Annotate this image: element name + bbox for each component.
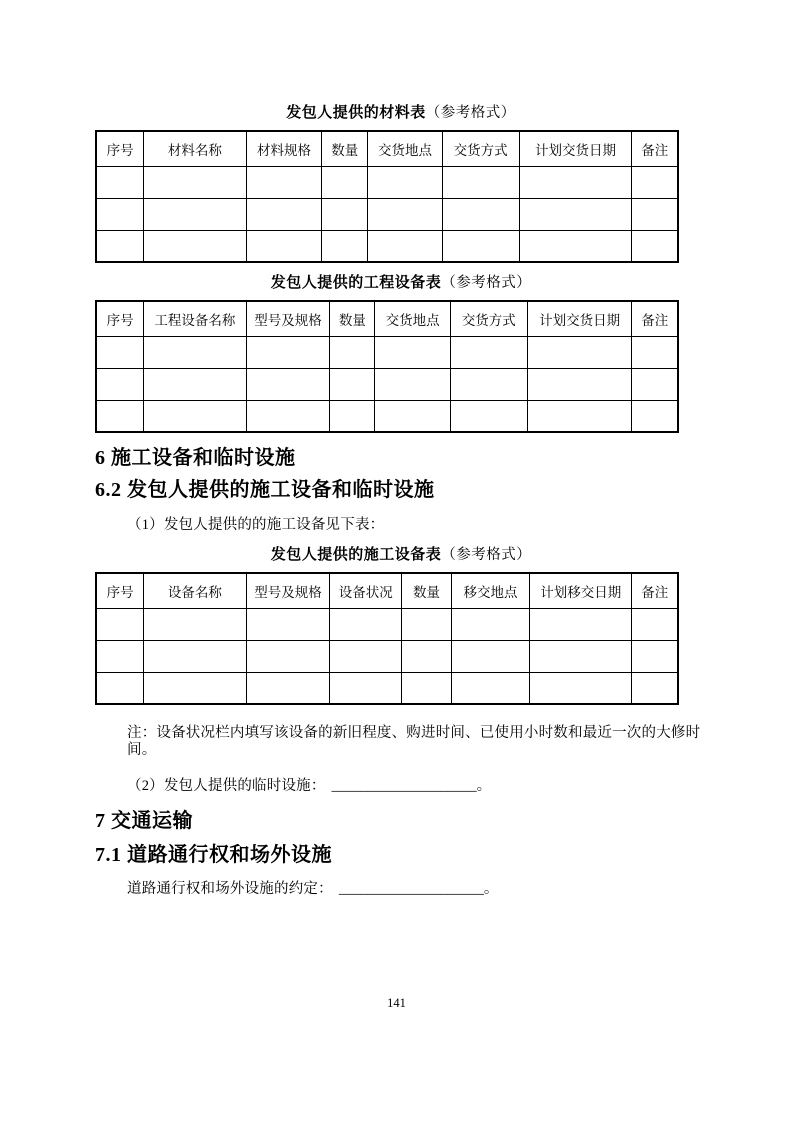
table-cell — [442, 230, 519, 262]
table-cell — [527, 400, 632, 432]
column-header: 交货方式 — [442, 131, 519, 166]
table-cell — [246, 608, 330, 640]
table-cell — [452, 672, 530, 704]
table-cell — [96, 336, 144, 368]
page-number: 141 — [387, 996, 406, 1010]
table-cell — [368, 198, 442, 230]
table-cell — [527, 368, 632, 400]
column-header: 交货地点 — [375, 301, 451, 336]
table-cell — [330, 368, 375, 400]
heading-7-1: 7.1 道路通行权和场外设施 — [95, 844, 332, 866]
materials-table — [95, 130, 679, 263]
heading-6-2: 6.2 发包人提供的施工设备和临时设施 — [95, 479, 435, 501]
table-cell — [144, 368, 246, 400]
construction-equipment-table-title — [95, 547, 707, 564]
column-header: 备注 — [632, 131, 678, 166]
table-cell — [452, 640, 530, 672]
column-header: 备注 — [632, 573, 678, 608]
table-cell — [96, 608, 144, 640]
table-cell — [246, 198, 322, 230]
table-cell — [632, 672, 678, 704]
table-cell — [144, 640, 246, 672]
table-cell — [96, 198, 144, 230]
table-cell — [246, 336, 330, 368]
table-row — [96, 166, 678, 198]
column-header: 序号 — [96, 573, 144, 608]
table-row — [96, 608, 678, 640]
fill-in-blank: ____________________ — [331, 778, 477, 794]
table-cell — [330, 640, 402, 672]
table-cell — [530, 640, 632, 672]
table-cell — [144, 230, 246, 262]
table-cell — [96, 400, 144, 432]
table-cell — [330, 400, 375, 432]
column-header: 计划交货日期 — [527, 301, 632, 336]
table-cell — [632, 400, 678, 432]
table-row — [96, 400, 678, 432]
column-header: 数量 — [322, 131, 368, 166]
table-cell — [375, 336, 451, 368]
column-header: 工程设备名称 — [144, 301, 246, 336]
table-cell — [246, 640, 330, 672]
para-road-access-period: 。 — [483, 881, 499, 897]
table-row — [96, 198, 678, 230]
column-header: 移交地点 — [452, 573, 530, 608]
column-header: 交货方式 — [450, 301, 527, 336]
table-cell — [530, 608, 632, 640]
table-cell — [519, 198, 632, 230]
table-cell — [246, 166, 322, 198]
document-content — [95, 105, 707, 898]
table-cell — [632, 336, 678, 368]
table-cell — [322, 166, 368, 198]
table-cell — [368, 166, 442, 198]
column-header: 材料规格 — [246, 131, 322, 166]
engineering-equipment-table-title-text: 发包人提供的工程设备表 — [270, 275, 442, 291]
table-cell — [450, 336, 527, 368]
column-header: 型号及规格 — [246, 301, 330, 336]
table-cell — [330, 608, 402, 640]
para-temporary-facilities-label: （2）发包人提供的临时设施： — [127, 778, 326, 794]
column-header: 计划移交日期 — [530, 573, 632, 608]
table-cell — [144, 198, 246, 230]
table-row — [96, 368, 678, 400]
fill-in-blank: ____________________ — [338, 881, 484, 897]
para-road-access-label: 道路通行权和场外设施的约定： — [127, 881, 333, 897]
table-cell — [330, 672, 402, 704]
table-cell — [402, 640, 452, 672]
materials-table-title-suffix: （参考格式） — [425, 105, 516, 121]
column-header: 序号 — [96, 131, 144, 166]
table-cell — [246, 400, 330, 432]
table-header-row — [96, 573, 678, 608]
table-cell — [402, 608, 452, 640]
table-cell — [144, 672, 246, 704]
heading-6: 6 施工设备和临时设施 — [95, 447, 296, 469]
table-cell — [632, 368, 678, 400]
materials-table-title — [95, 105, 707, 122]
para-temporary-facilities-period: 。 — [476, 778, 492, 794]
column-header: 计划交货日期 — [519, 131, 632, 166]
table-row — [96, 230, 678, 262]
note-equipment-condition: 注：设备状况栏内填写该设备的新旧程度、购进时间、已使用小时数和最近一次的大修时间。 — [127, 725, 701, 758]
table-cell — [450, 368, 527, 400]
construction-equipment-table-title-suffix: （参考格式） — [441, 547, 532, 563]
table-cell — [246, 672, 330, 704]
column-header: 序号 — [96, 301, 144, 336]
engineering-equipment-table-title — [95, 275, 707, 292]
table-cell — [375, 400, 451, 432]
column-header: 型号及规格 — [246, 573, 330, 608]
column-header: 数量 — [330, 301, 375, 336]
table-row — [96, 672, 678, 704]
table-cell — [450, 400, 527, 432]
construction-equipment-table — [95, 572, 679, 705]
table-cell — [144, 336, 246, 368]
engineering-equipment-table — [95, 300, 679, 433]
table-cell — [96, 230, 144, 262]
table-cell — [519, 230, 632, 262]
column-header: 设备名称 — [144, 573, 246, 608]
engineering-equipment-table-title-suffix: （参考格式） — [441, 275, 532, 291]
table-cell — [530, 672, 632, 704]
table-cell — [632, 166, 678, 198]
table-cell — [330, 336, 375, 368]
table-cell — [96, 672, 144, 704]
materials-table-title-text: 发包人提供的材料表 — [286, 105, 426, 121]
table-header-row — [96, 131, 678, 166]
table-cell — [144, 166, 246, 198]
table-row — [96, 640, 678, 672]
table-cell — [368, 230, 442, 262]
table-cell — [375, 368, 451, 400]
table-cell — [519, 166, 632, 198]
column-header: 交货地点 — [368, 131, 442, 166]
table-cell — [632, 230, 678, 262]
table-cell — [96, 640, 144, 672]
table-header-row — [96, 301, 678, 336]
table-cell — [527, 336, 632, 368]
column-header: 数量 — [402, 573, 452, 608]
table-cell — [632, 640, 678, 672]
column-header: 备注 — [632, 301, 678, 336]
table-row — [96, 336, 678, 368]
column-header: 设备状况 — [330, 573, 402, 608]
table-cell — [452, 608, 530, 640]
table-cell — [322, 198, 368, 230]
table-cell — [246, 368, 330, 400]
table-cell — [442, 198, 519, 230]
table-cell — [96, 368, 144, 400]
table-cell — [632, 608, 678, 640]
table-cell — [632, 198, 678, 230]
table-cell — [144, 400, 246, 432]
para-road-access — [95, 881, 707, 898]
para-temporary-facilities — [95, 778, 707, 795]
heading-7: 7 交通运输 — [95, 810, 193, 832]
column-header: 材料名称 — [144, 131, 246, 166]
table-cell — [96, 166, 144, 198]
construction-equipment-table-title-text: 发包人提供的施工设备表 — [270, 547, 442, 563]
table-cell — [402, 672, 452, 704]
table-cell — [322, 230, 368, 262]
para-construction-equipment-intro: （1）发包人提供的的施工设备见下表： — [127, 517, 385, 533]
table-cell — [442, 166, 519, 198]
table-cell — [246, 230, 322, 262]
table-cell — [144, 608, 246, 640]
